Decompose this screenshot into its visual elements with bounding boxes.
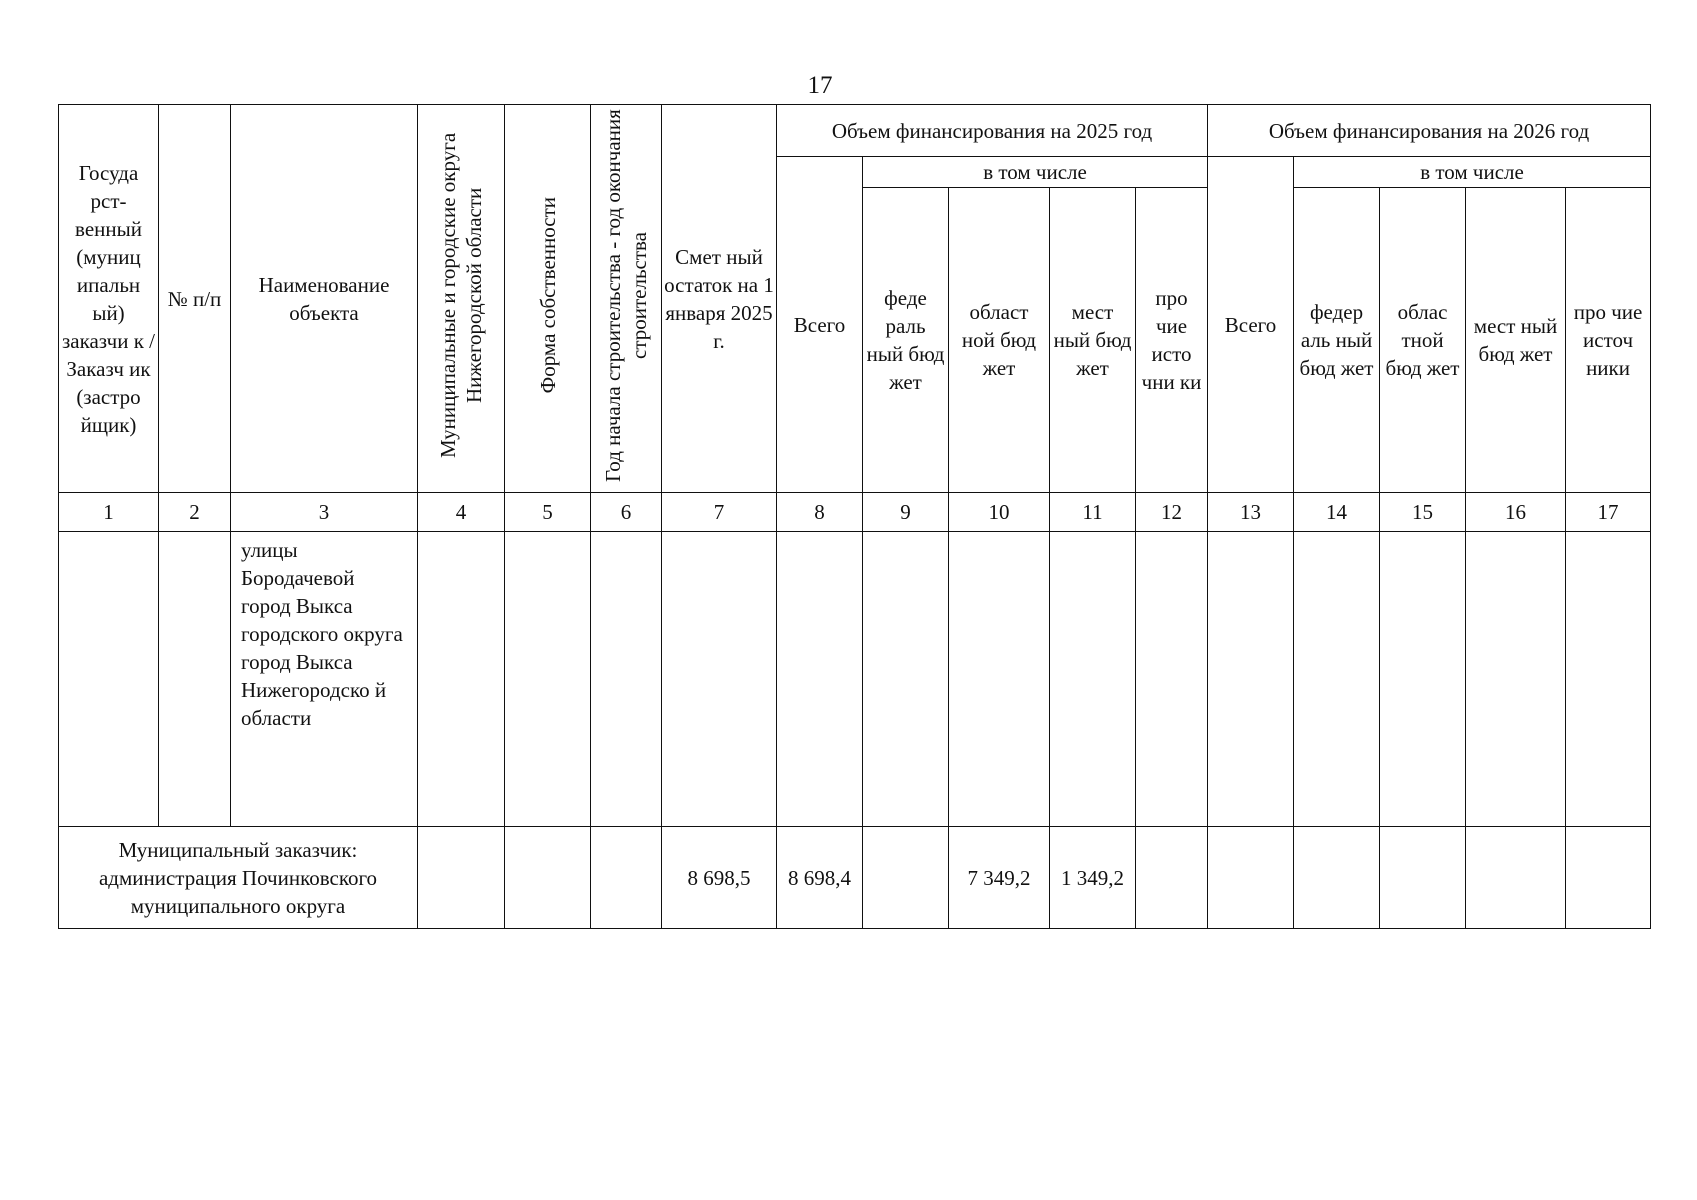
- table-cell: [949, 532, 1050, 827]
- header-customer: Госуда рст- венный (муниц ипальн ый) заказчи к / Заказч ик (застро йщик): [59, 105, 159, 493]
- column-number: 4: [418, 493, 505, 532]
- column-number: 15: [1380, 493, 1466, 532]
- total-row: [59, 827, 1651, 929]
- header-other-2025: про чие исто чни ки: [1136, 188, 1208, 493]
- table-cell: [591, 827, 662, 929]
- table-cell: [1050, 532, 1136, 827]
- table-cell: [1294, 532, 1380, 827]
- header-total-2026: Всего: [1208, 157, 1294, 493]
- column-number: 10: [949, 493, 1050, 532]
- total-balance: 8 698,5: [662, 827, 777, 929]
- header-total-2025: Всего: [777, 157, 863, 493]
- table-cell: [662, 532, 777, 827]
- total-2025-value: 8 698,4: [777, 827, 863, 929]
- header-ownership: [505, 105, 591, 493]
- page-number: 17: [807, 72, 833, 99]
- header-funding-2026: Объем финансирования на 2026 год: [1208, 105, 1651, 157]
- header-years-text: Год начала строительства - год окончания строительства: [601, 108, 651, 482]
- column-number: 2: [159, 493, 231, 532]
- funding-table: [58, 104, 1651, 929]
- header-years: [591, 105, 662, 493]
- table-cell: [777, 532, 863, 827]
- table-cell: [1466, 532, 1566, 827]
- header-funding-2025: Объем финансирования на 2025 год: [777, 105, 1208, 157]
- table-cell: [1294, 827, 1380, 929]
- column-number: 5: [505, 493, 591, 532]
- table-cell: [1380, 827, 1466, 929]
- table-cell: [863, 827, 949, 929]
- table-cell: [1566, 827, 1651, 929]
- header-municipalities-text: Муниципальные и городские округа Нижегородской области: [436, 132, 486, 458]
- header-local-2026: мест ный бюд жет: [1466, 188, 1566, 493]
- column-number: 9: [863, 493, 949, 532]
- table-row: [59, 532, 1651, 827]
- table-cell: [1208, 532, 1294, 827]
- column-number: 8: [777, 493, 863, 532]
- header-local-2025: мест ный бюд жет: [1050, 188, 1136, 493]
- header-including-2025: в том числе: [863, 157, 1208, 188]
- table-cell: [1136, 532, 1208, 827]
- column-number: 12: [1136, 493, 1208, 532]
- column-number: 6: [591, 493, 662, 532]
- table-cell: [1466, 827, 1566, 929]
- table-cell: [1566, 532, 1651, 827]
- header-federal-2025: феде раль ный бюд жет: [863, 188, 949, 493]
- column-number-row: [59, 493, 1651, 532]
- table-cell: [1380, 532, 1466, 827]
- table-cell: [505, 532, 591, 827]
- column-number: 17: [1566, 493, 1651, 532]
- header-including-2026: в том числе: [1294, 157, 1651, 188]
- column-number: 7: [662, 493, 777, 532]
- header-object-name: Наименование объекта: [231, 105, 418, 493]
- column-number: 3: [231, 493, 418, 532]
- header-num: № п/п: [159, 105, 231, 493]
- header-row: [59, 105, 1651, 157]
- table-cell: [505, 827, 591, 929]
- table-cell: [1208, 827, 1294, 929]
- header-regional-2025: област ной бюд жет: [949, 188, 1050, 493]
- column-number: 13: [1208, 493, 1294, 532]
- header-balance: Смет ный остаток на 1 января 2025 г.: [662, 105, 777, 493]
- table-cell: [591, 532, 662, 827]
- header-federal-2026: федер аль ный бюд жет: [1294, 188, 1380, 493]
- column-number: 11: [1050, 493, 1136, 532]
- table-cell: [1136, 827, 1208, 929]
- column-number: 16: [1466, 493, 1566, 532]
- table-cell: [418, 532, 505, 827]
- header-other-2026: про чие источ ники: [1566, 188, 1651, 493]
- total-label: Муниципальный заказчик: администрация Починковского муниципального округа: [59, 827, 418, 929]
- header-regional-2026: облас тной бюд жет: [1380, 188, 1466, 493]
- column-number: 1: [59, 493, 159, 532]
- header-ownership-text: Форма собственности: [535, 196, 560, 394]
- table-cell: [59, 532, 159, 827]
- header-municipalities: [418, 105, 505, 493]
- local-2025-value: 1 349,2: [1050, 827, 1136, 929]
- object-name-cell: улицы Бородачевой город Выкса городского округа город Выкса Нижегородско й области: [231, 532, 418, 827]
- table-cell: [418, 827, 505, 929]
- regional-2025-value: 7 349,2: [949, 827, 1050, 929]
- table-cell: [863, 532, 949, 827]
- column-number: 14: [1294, 493, 1380, 532]
- table-cell: [159, 532, 231, 827]
